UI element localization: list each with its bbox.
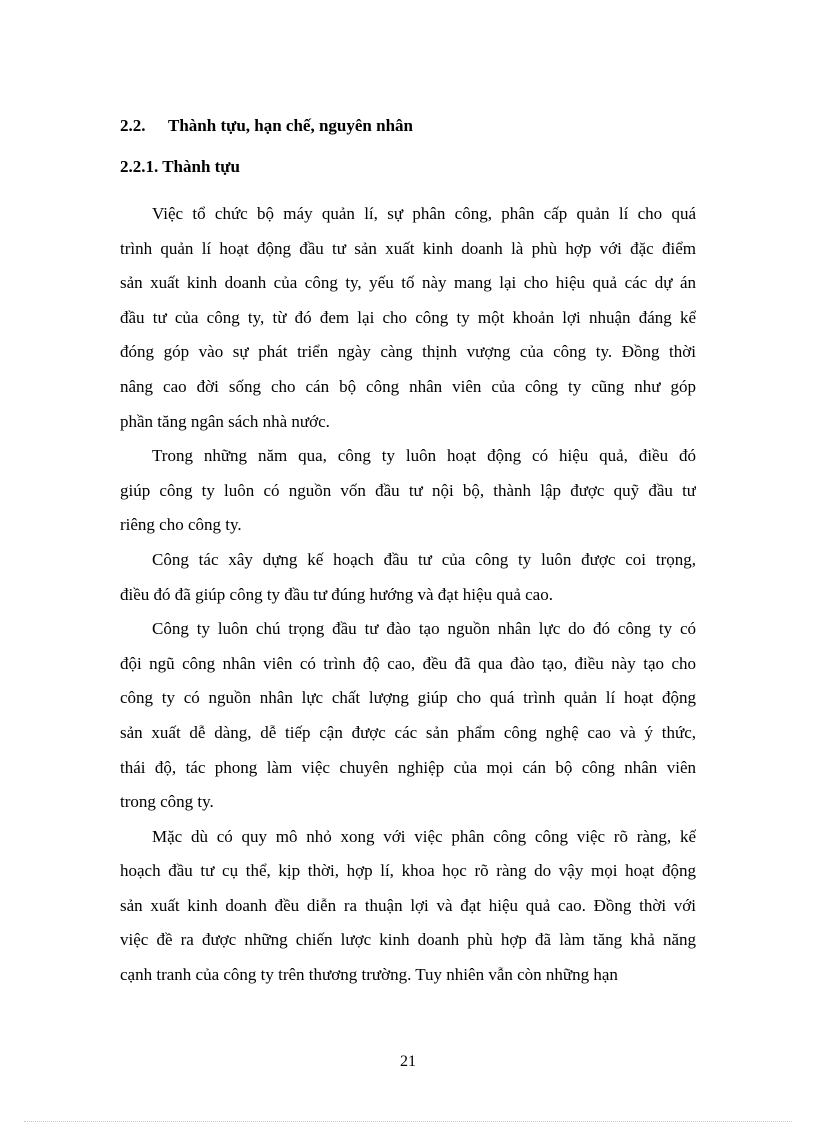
paragraph-line: Trong những năm qua, công ty luôn hoạt động có hiệu quả, điều đó: [152, 446, 696, 466]
paragraph-line: công ty có nguồn nhân lực chất lượng giúp cho quá trình quản lí hoạt động: [120, 688, 696, 708]
paragraph-line: Công ty luôn chú trọng đầu tư đào tạo nguồn nhân lực do đó công ty có: [152, 619, 696, 639]
paragraph-line: trình quản lí hoạt động đầu tư sản xuất kinh doanh là phù hợp với đặc điểm: [120, 238, 696, 258]
paragraph-line: Công tác xây dựng kế hoạch đầu tư của công ty luôn được coi trọng,: [152, 549, 696, 569]
paragraph: [120, 197, 696, 439]
paragraph: [120, 820, 696, 993]
paragraph-line: sản xuất kinh doanh đều diễn ra thuận lợi và đạt hiệu quả cao. Đồng thời với: [120, 895, 696, 915]
page-number: 21: [400, 1053, 416, 1070]
page-bottom-border: [24, 1121, 792, 1122]
paragraph-line: giúp công ty luôn có nguồn vốn đầu tư nội bộ, thành lập được quỹ đầu tư: [120, 480, 696, 500]
section-heading: [120, 116, 413, 136]
paragraph-line: sản xuất kinh doanh của công ty, yếu tố này mang lại cho hiệu quả các dự án: [120, 273, 696, 293]
paragraph-line: hoạch đầu tư cụ thể, kịp thời, hợp lí, khoa học rõ ràng do vậy mọi hoạt động: [120, 861, 696, 881]
paragraph-line: Việc tổ chức bộ máy quản lí, sự phân công, phân cấp quản lí cho quá: [152, 204, 696, 223]
paragraph-line: trong công ty.: [120, 792, 214, 812]
paragraph-line: cạnh tranh của công ty trên thương trường. Tuy nhiên vẫn còn những hạn: [120, 965, 618, 985]
paragraph-line: Mặc dù có quy mô nhỏ xong với việc phân công công việc rõ ràng, kế: [152, 826, 696, 846]
paragraph-line: riêng cho công ty.: [120, 515, 242, 535]
paragraph: [120, 543, 696, 612]
paragraph-line: đóng góp vào sự phát triển ngày càng thịnh vượng của công ty. Đồng thời: [120, 342, 696, 362]
paragraph-line: sản xuất dễ dàng, dễ tiếp cận được các sản phẩm công nghệ cao và ý thức,: [120, 722, 696, 742]
paragraph: [120, 439, 696, 543]
section-title: Thành tựu, hạn chế, nguyên nhân: [168, 116, 413, 135]
paragraph-line: điều đó đã giúp công ty đầu tư đúng hướng và đạt hiệu quả cao.: [120, 584, 553, 604]
paragraph-line: thái độ, tác phong làm việc chuyên nghiệp của mọi cán bộ công nhân viên: [120, 757, 696, 777]
section-number: 2.2.: [120, 116, 146, 135]
paragraph-line: việc đề ra được những chiến lược kinh doanh phù hợp đã làm tăng khả năng: [120, 930, 696, 950]
paragraph-line: phần tăng ngân sách nhà nước.: [120, 411, 330, 431]
paragraph-line: đội ngũ công nhân viên có trình độ cao, đều đã qua đào tạo, điều này tạo cho: [120, 653, 696, 673]
paragraph: [120, 612, 696, 820]
paragraph-line: đầu tư của công ty, từ đó đem lại cho công ty một khoản lợi nhuận đáng kể: [120, 307, 696, 327]
body-text: [120, 197, 696, 993]
paragraph-line: nâng cao đời sống cho cán bộ công nhân viên của công ty cũng như góp: [120, 376, 696, 396]
subsection-heading: 2.2.1. Thành tựu: [120, 157, 240, 176]
